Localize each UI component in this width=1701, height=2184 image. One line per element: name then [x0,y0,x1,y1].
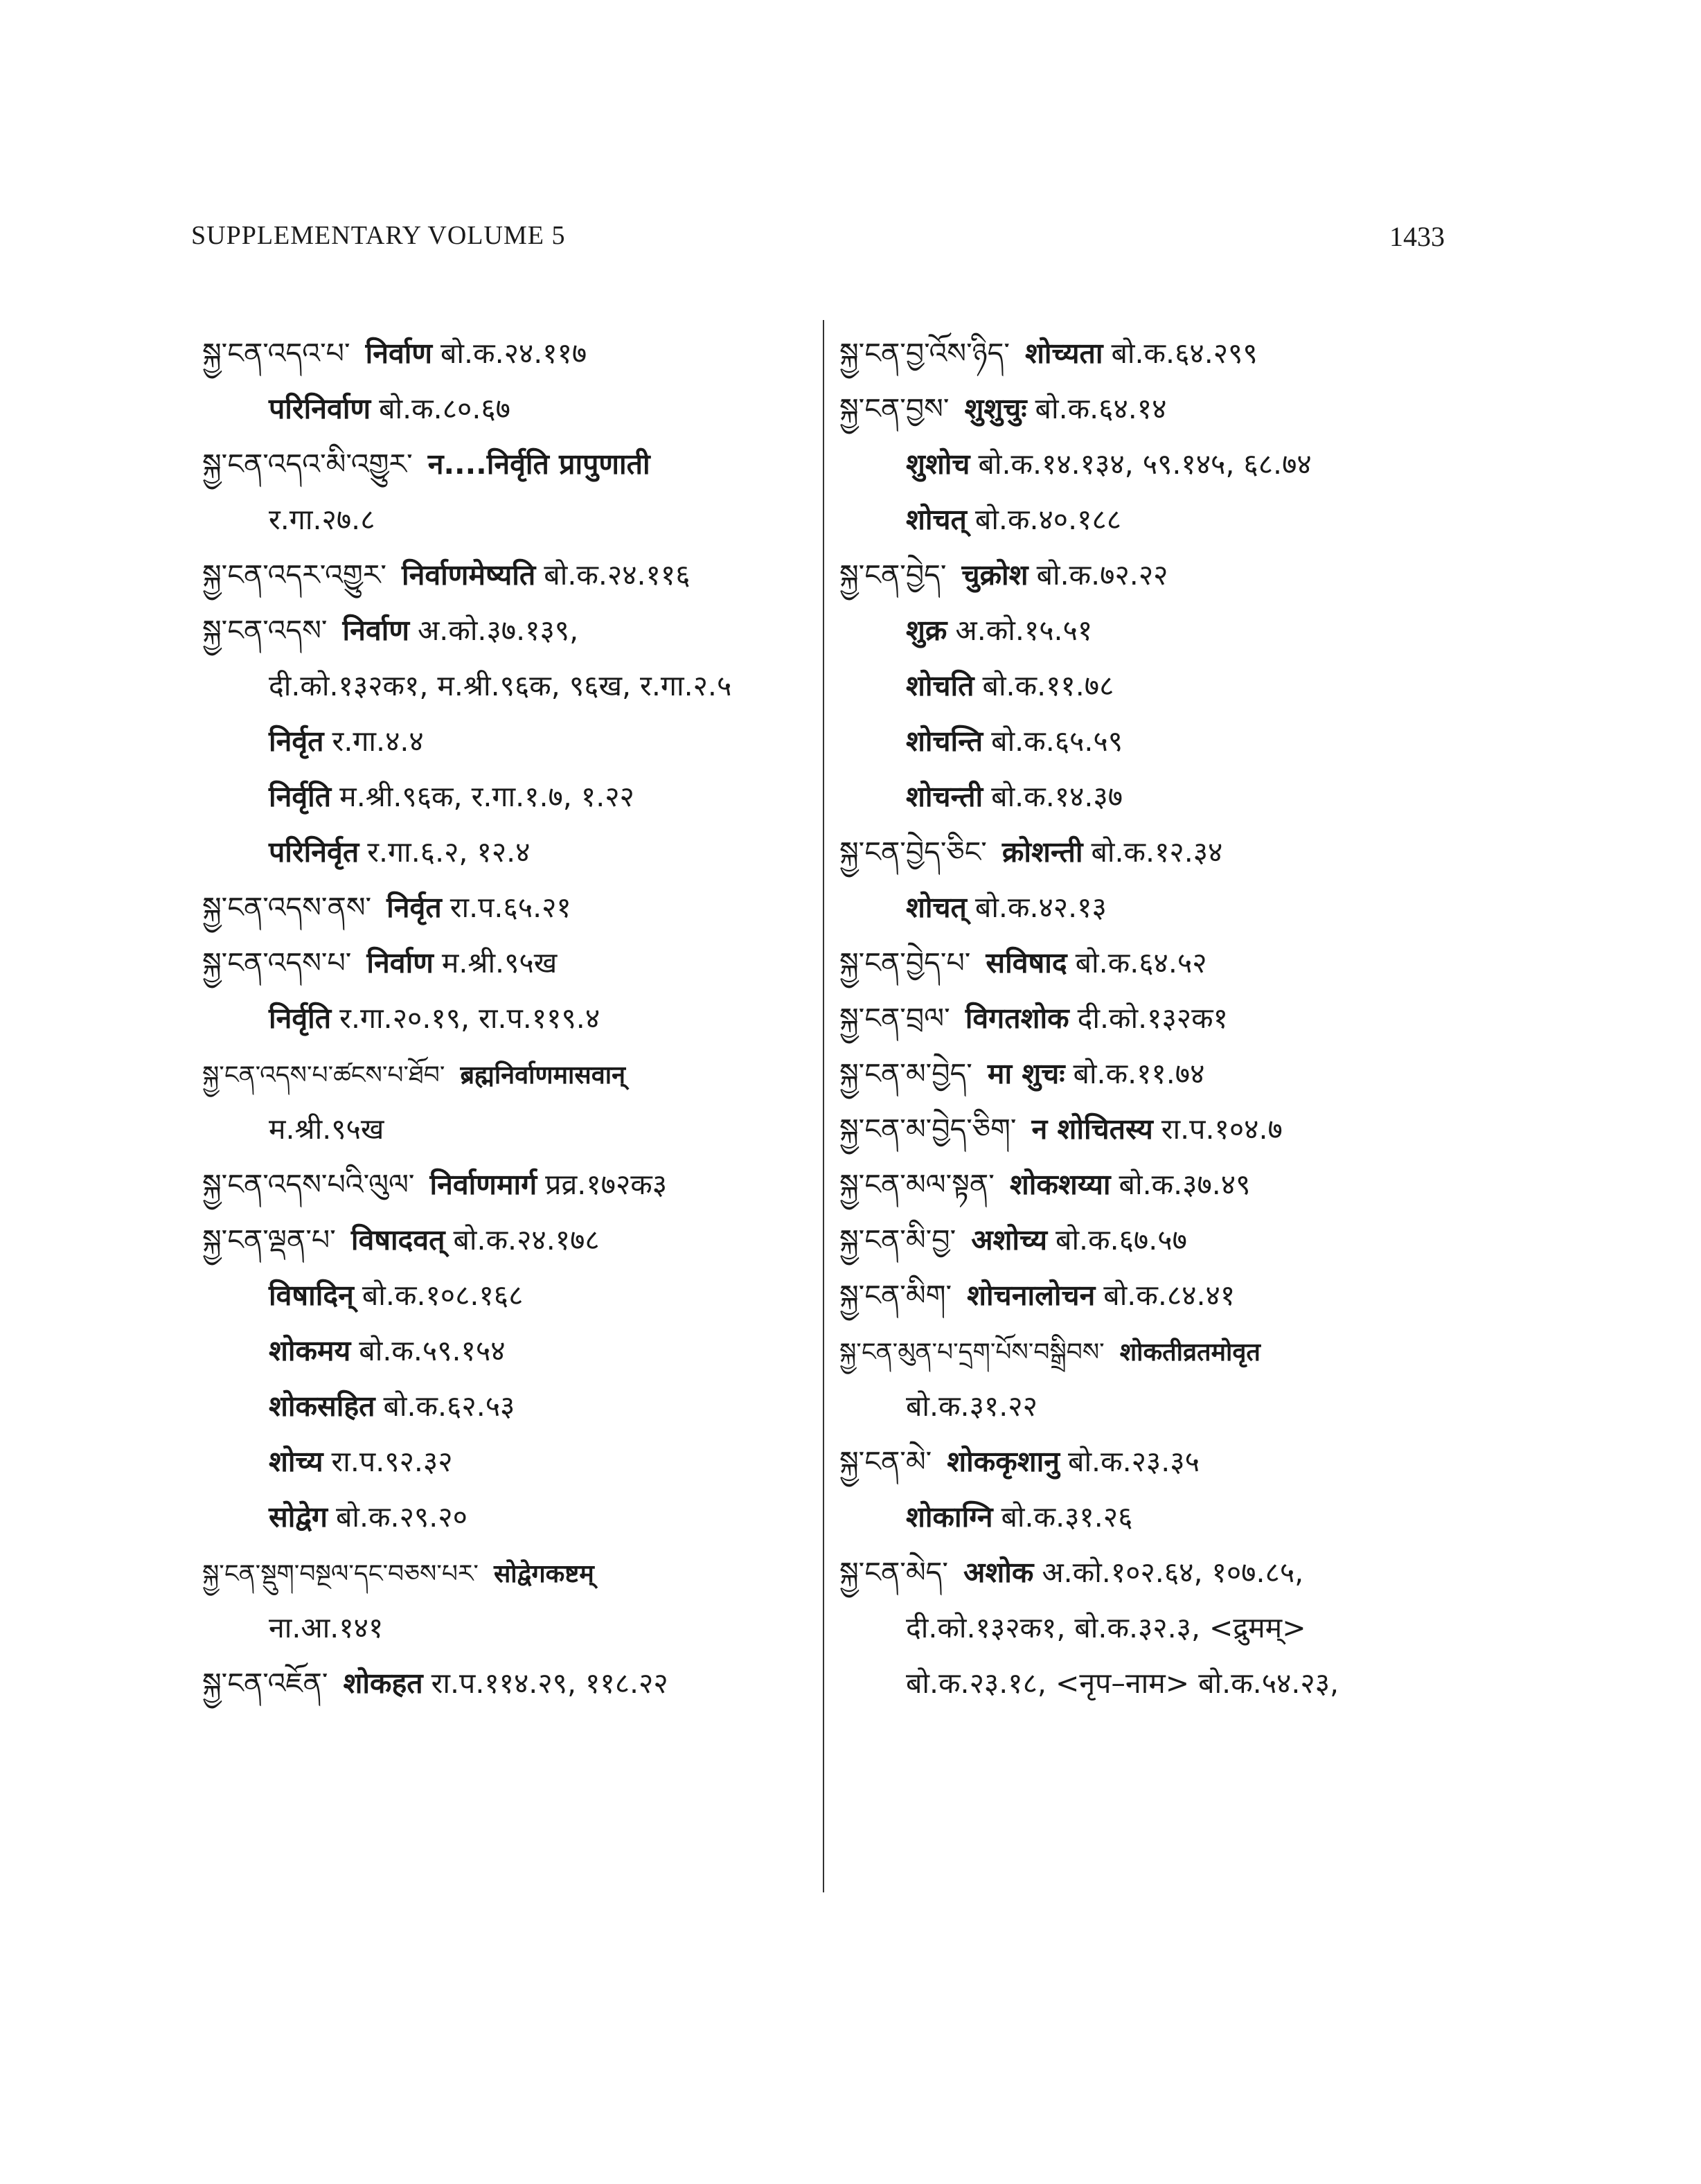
continuation-line [839,1655,1477,1711]
sub-entry [202,713,812,769]
sanskrit-term: परिनिर्वाण [269,392,371,425]
sub-entry [839,769,1477,824]
sub-entry [202,991,812,1046]
source-reference: बो.क.२९.२० [336,1500,467,1534]
source-reference: अ.को.१०२.६४, १०७.८५, [1042,1556,1304,1589]
tibetan-headword: སྐྱ་ངན་བྱ་འོས་ཉིད་ [839,337,1010,370]
sanskrit-term: शोचन्ती [906,780,983,813]
source-reference: बो.क.११.७८ [982,669,1114,702]
tibetan-headword: སྐྱ་ངན་བྲལ་ [839,1002,950,1035]
source-reference: बो.क.१०८.१६८ [362,1279,524,1312]
right-column [839,326,1477,1711]
dictionary-entry [202,603,812,658]
sanskrit-term: ब्रह्मनिर्वाणमासवान् [460,1061,626,1090]
column-divider [823,320,824,1892]
page-header [191,220,1445,262]
tibetan-headword: སྐྱ་ངན་འདའ་མི་འགྱུར་ [202,447,413,481]
sanskrit-term: विगतशोक [965,1002,1069,1035]
sanskrit-term: निर्वृति [269,1002,332,1035]
dictionary-entry [202,1157,812,1212]
sanskrit-term: विषादवत् [350,1223,445,1257]
source-reference: बो.क.६४.२९९ [1111,337,1258,370]
continuation-line [839,1600,1477,1655]
sanskrit-term: शोचत् [906,503,967,536]
sanskrit-term: सविषाद [986,946,1067,979]
left-column [202,326,812,1711]
tibetan-headword: སྐྱ་ངན་མེ་ [839,1445,932,1478]
source-reference: र.गा.६.२, १२.४ [367,835,531,869]
tibetan-headword: སྐྱ་ངན་ལྡན་པ་ [202,1223,336,1257]
dictionary-entry [839,547,1477,603]
sanskrit-term: शोकहत [343,1667,423,1700]
dictionary-entry [202,1212,812,1268]
source-reference: दी.को.१३२क१ [1077,1002,1228,1035]
source-reference: बो.क.६७.५७ [1056,1223,1187,1257]
source-reference: रा.प.१०४.७ [1161,1112,1283,1146]
sanskrit-term: परिनिर्वृत [269,835,359,869]
sub-entry [202,1434,812,1489]
sub-entry [202,1268,812,1323]
source-reference: दी.को.१३२क१, बो.क.३२.३, <द्रुमम्> [906,1611,1306,1644]
sanskrit-term: शोचन्ति [906,725,983,758]
source-reference: बो.क.७२.२२ [1036,558,1168,592]
sanskrit-term: शोकाग्नि [906,1500,993,1534]
sanskrit-term: सोद्वेगकष्टम् [493,1560,594,1588]
tibetan-headword: སྐྱ་ངན་མིག་ [839,1279,952,1312]
source-reference: बो.क.४०.१८८ [974,503,1122,536]
sanskrit-term: शुशुचुः [964,392,1027,425]
dictionary-entry [839,1046,1477,1101]
source-reference: बो.क.३७.४९ [1119,1168,1251,1201]
sanskrit-term: शोककृशानु [947,1445,1060,1478]
continuation-line [202,1101,812,1157]
sanskrit-term: शोच्य [269,1445,323,1478]
tibetan-headword: སྐྱ་ངན་མུན་པ་དྲག་པོས་བསྒྲིབས་ [839,1338,1105,1367]
tibetan-headword: སྐྱ་ངན་འདས་པ་ཚངས་པ་ཐོབ་ [202,1061,445,1090]
sub-entry [839,603,1477,658]
dictionary-entry [202,547,812,603]
sub-entry [839,436,1477,492]
dictionary-entry [839,1545,1477,1600]
sanskrit-term: शोकतीव्रतमोवृत [1119,1338,1261,1367]
tibetan-headword: སྐྱ་ངན་སྡུག་བསྔལ་དང་བཅས་པར་ [202,1560,479,1588]
source-reference: रा.प.११४.२९, ११८.२२ [431,1667,668,1700]
tibetan-headword: སྐྱ་ངན་མ་བྱེད་ཅིག་ [839,1112,1017,1146]
sanskrit-term: मा शुचः [987,1057,1065,1090]
source-reference: बो.क.६४.५२ [1075,946,1207,979]
sanskrit-term: निर्वाण [342,614,409,647]
page-number: 1433 [1389,221,1445,252]
dictionary-entry [839,1323,1477,1378]
dictionary-entry [202,1545,812,1600]
sanskrit-term: शोचति [906,669,974,702]
sub-entry [839,1489,1477,1545]
source-reference: ना.आ.१४१ [269,1611,384,1644]
tibetan-headword: སྐྱ་ངན་མལ་སྟན་ [839,1168,995,1201]
dictionary-entry [202,1655,812,1711]
source-reference: र.गा.४.४ [332,725,424,758]
sanskrit-term: शोचनालोचन [967,1279,1096,1312]
sanskrit-term: शोकसहित [269,1390,375,1423]
source-reference: बो.क.२३.३५ [1068,1445,1200,1478]
sub-entry [202,381,812,436]
sub-entry [202,769,812,824]
sanskrit-term: सोद्वेग [269,1500,328,1534]
source-reference: बो.क.६५.५९ [991,725,1123,758]
source-reference: बो.क.६४.१४ [1035,392,1167,425]
sanskrit-term: निर्वाणमेष्यति [402,558,536,592]
dictionary-entry [839,1157,1477,1212]
source-reference: बो.क.१२.३४ [1091,835,1223,869]
source-reference: बो.क.११.७४ [1073,1057,1205,1090]
sanskrit-term: शोच्यता [1024,337,1103,370]
dictionary-entry [839,381,1477,436]
source-reference: बो.क.८०.६७ [379,392,511,425]
tibetan-headword: སྐྱ་ངན་བྱེད་པ་ [839,946,971,979]
sanskrit-term: शोकमय [269,1334,351,1367]
dictionary-entry [202,880,812,935]
tibetan-headword: སྐྱ་ངན་མ་བྱེད་ [839,1057,972,1090]
tibetan-headword: སྐྱ་ངན་བྱེད་ཅིང་ [839,835,987,869]
source-reference: र.गा.२०.१९, रा.प.११९.४ [339,1002,600,1035]
tibetan-headword: སྐྱ་ངན་འདས་ [202,614,328,647]
dictionary-entry [839,824,1477,880]
sanskrit-term: निर्वाणमार्ग [429,1168,537,1201]
dictionary-entry [839,991,1477,1046]
tibetan-headword: སྐྱ་ངན་མེད་ [839,1556,949,1589]
tibetan-headword: སྐྱ་ངན་འདས་པ་ [202,946,352,979]
sanskrit-term: निर्वाण [365,337,433,370]
sanskrit-term: शोचत् [906,891,967,924]
source-reference: रा.प.६५.२१ [449,891,571,924]
source-reference: अ.को.१५.५१ [955,614,1093,647]
source-reference: बो.क.२३.१८, <नृप–नाम> बो.क.५४.२३, [906,1667,1339,1700]
sub-entry [839,658,1477,713]
tibetan-headword: སྐྱ་ངན་འདར་འགྱུར་ [202,558,387,592]
sub-entry [202,1378,812,1434]
sub-entry [202,1323,812,1378]
dictionary-entry [202,935,812,991]
sanskrit-term: निर्वृत [386,891,442,924]
sanskrit-term: विषादिन् [269,1279,354,1312]
dictionary-entry [839,1101,1477,1157]
source-reference: बो.क.१४.१३४, ५९.१४५, ६८.७४ [978,447,1312,481]
sanskrit-term: न शोचितस्य [1031,1112,1153,1146]
source-reference: बो.क.५९.१५४ [359,1334,506,1367]
source-reference: रा.प.९२.३२ [331,1445,453,1478]
source-reference: बो.क.८४.४१ [1103,1279,1236,1312]
continuation-line [202,658,812,713]
sub-entry [202,1489,812,1545]
tibetan-headword: སྐྱ་ངན་འདས་པའི་ལུལ་ [202,1168,415,1201]
tibetan-headword: སྐྱ་ངན་བྱས་ [839,392,950,425]
sanskrit-term: शुशोच [906,447,970,481]
source-reference: बो.क.१४.३७ [991,780,1123,813]
source-reference: बो.क.६२.५३ [383,1390,515,1423]
sub-entry [839,880,1477,935]
running-title: SUPPLEMENTARY VOLUME 5 [191,221,566,250]
source-reference: बो.क.४२.१३ [974,891,1107,924]
tibetan-headword: སྐྱ་ངན་འདའ་པ་ [202,337,350,370]
source-reference: बो.क.३१.२६ [1001,1500,1133,1534]
tibetan-headword: སྐྱ་ངན་བྱེད་ [839,558,947,592]
sanskrit-term: निर्वाण [366,946,434,979]
source-reference: र.गा.२७.८ [269,503,375,536]
source-reference: बो.क.२४.१७८ [453,1223,600,1257]
dictionary-entry [202,436,812,492]
sanskrit-term: निर्वृति [269,780,332,813]
source-reference: बो.क.२४.११७ [440,337,587,370]
sanskrit-term: अशोक [963,1556,1034,1589]
continuation-line [202,1600,812,1655]
continuation-line [839,1378,1477,1434]
dictionary-entry [839,935,1477,991]
tibetan-headword: སྐྱ་ངན་མི་བྱ་ [839,1223,956,1257]
dictionary-entry [839,326,1477,381]
sanskrit-term: निर्वृत [269,725,324,758]
sub-entry [202,824,812,880]
source-reference: म.श्री.९५ख [269,1112,384,1146]
sanskrit-term: चुक्रोश [961,558,1028,592]
sanskrit-term: शुक्र [906,614,947,647]
source-reference: बो.क.३१.२२ [906,1390,1037,1423]
source-reference: म.श्री.९५ख [441,946,558,979]
dictionary-entry [202,326,812,381]
tibetan-headword: སྐྱ་ངན་འཇོན་ [202,1667,328,1700]
source-reference: बो.क.२४.११६ [544,558,691,592]
sub-entry [839,713,1477,769]
sub-entry [839,492,1477,547]
sanskrit-term: शोकशय्या [1009,1168,1111,1201]
sanskrit-term: न....निर्वृति प्रापुणाती [427,447,650,481]
tibetan-headword: སྐྱ་ངན་འདས་ནས་ [202,891,372,924]
source-reference: म.श्री.९६क, र.गा.१.७, १.२२ [339,780,634,813]
source-reference: अ.को.३७.१३९, [417,614,579,647]
dictionary-entry [839,1434,1477,1489]
source-reference: दी.को.१३२क१, म.श्री.९६क, ९६ख, र.गा.२.५ [269,669,732,702]
dictionary-entry [839,1212,1477,1268]
sanskrit-term: क्रोशन्ती [1001,835,1083,869]
source-reference: प्रव्र.१७२क३ [545,1168,668,1201]
dictionary-entry [839,1268,1477,1323]
sanskrit-term: अशोच्य [971,1223,1048,1257]
dictionary-entry [202,1046,812,1101]
continuation-line [202,492,812,547]
